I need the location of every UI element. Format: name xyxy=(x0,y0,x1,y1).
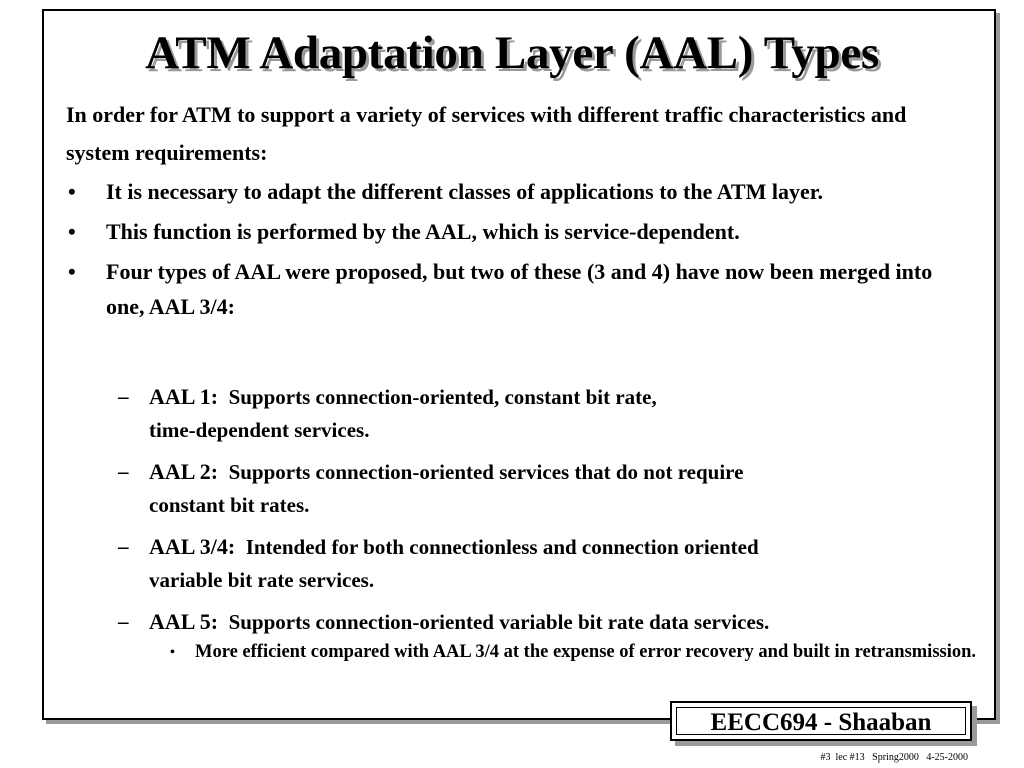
bullet-text: This function is performed by the AAL, which is service-dependent. xyxy=(106,219,740,244)
aal-type-desc-cont: time-dependent services. xyxy=(149,418,370,442)
aal-type-desc: Supports connection-oriented, constant bit rate, xyxy=(228,385,657,409)
aal-type-label: AAL 1: xyxy=(149,384,219,409)
bullet-marker: • xyxy=(68,259,76,284)
aal-type-item xyxy=(118,605,978,639)
aal5-note-list xyxy=(168,638,988,667)
aal-type-item xyxy=(118,455,978,522)
aal-type-item xyxy=(118,530,978,597)
bullet-item xyxy=(66,254,966,324)
bullet-marker: • xyxy=(68,219,76,244)
aal5-note-text: More efficient compared with AAL 3/4 at the expense of error recovery and built in retransmission. xyxy=(195,642,977,662)
aal-type-label: AAL 3/4: xyxy=(149,534,236,559)
aal5-note-item xyxy=(168,638,988,667)
dash-marker: – xyxy=(118,384,129,408)
bullet-text: It is necessary to adapt the different classes of applications to the ATM layer. xyxy=(106,179,823,204)
slide-title: ATM Adaptation Layer (AAL) Types xyxy=(145,27,879,79)
aal-type-label: AAL 2: xyxy=(149,459,219,484)
bullet-text: Four types of AAL were proposed, but two of these (3 and 4) have now been merged into one, AAL 3/4: xyxy=(106,259,933,319)
dash-marker: – xyxy=(118,459,129,483)
bullet-item xyxy=(66,174,966,209)
bullet-marker: • xyxy=(170,645,175,660)
aal-type-label: AAL 5: xyxy=(149,609,219,634)
intro-paragraph: In order for ATM to support a variety of services with different traffic characteristics and system requirements: xyxy=(66,102,907,165)
aal-type-desc-cont: constant bit rates. xyxy=(149,493,310,517)
aal-type-item xyxy=(118,380,978,447)
aal-type-desc: Intended for both connectionless and connection oriented xyxy=(245,535,759,559)
bullet-list xyxy=(66,174,966,329)
course-badge-label: EECC694 - Shaaban xyxy=(676,707,966,735)
aal-type-desc: Supports connection-oriented variable bit rate data services. xyxy=(228,610,770,634)
dash-marker: – xyxy=(118,609,129,633)
aal-type-desc-cont: variable bit rate services. xyxy=(149,568,375,592)
course-badge xyxy=(670,701,972,741)
aal-type-list xyxy=(118,380,978,647)
dash-marker: – xyxy=(118,534,129,558)
slide-footer: #3 lec #13 Spring2000 4-25-2000 xyxy=(820,752,968,763)
bullet-item xyxy=(66,214,966,249)
bullet-marker: • xyxy=(68,179,76,204)
aal-type-desc: Supports connection-oriented services that do not require xyxy=(228,460,744,484)
